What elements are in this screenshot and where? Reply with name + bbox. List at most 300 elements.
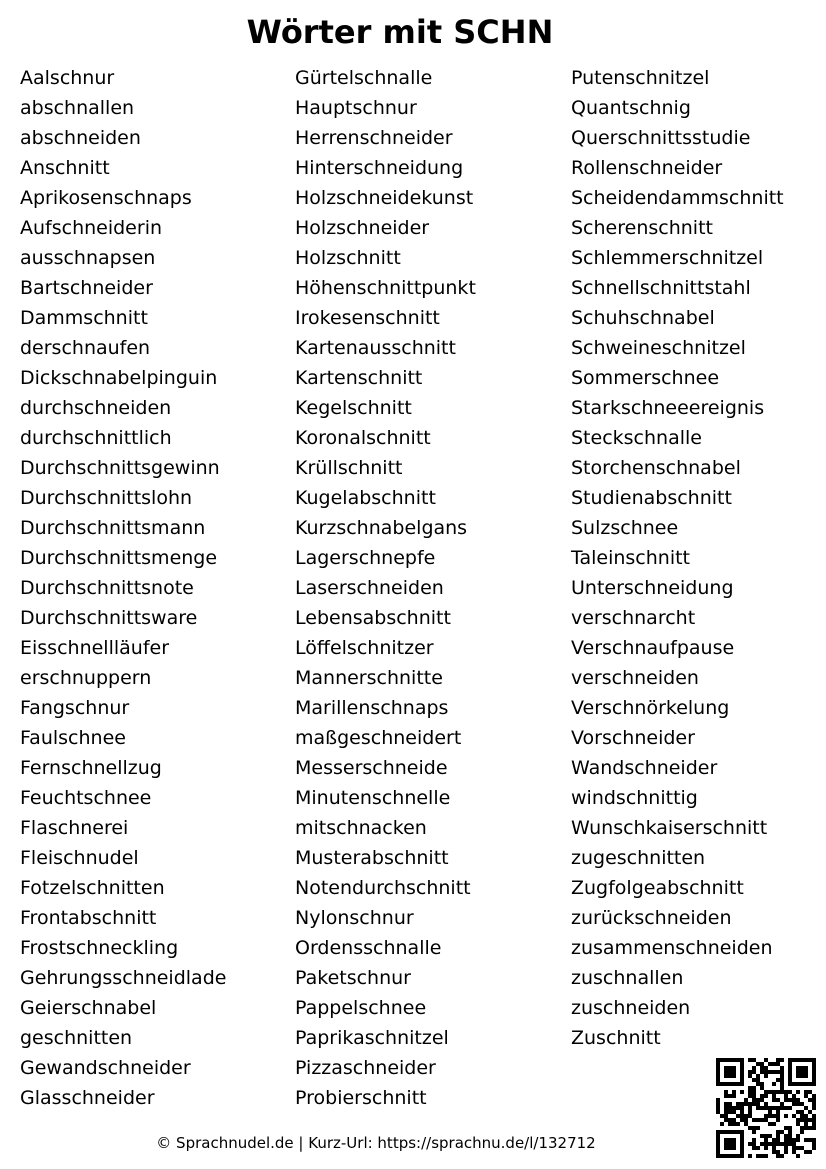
qr-module	[776, 1070, 780, 1074]
qr-module	[716, 1150, 720, 1154]
qr-module	[768, 1106, 772, 1110]
word-item: Pizzaschneider	[295, 1057, 436, 1079]
qr-module	[784, 1146, 788, 1150]
qr-module	[760, 1066, 764, 1070]
qr-module	[716, 1146, 720, 1150]
word-item: Koronalschnitt	[295, 427, 431, 449]
qr-module	[792, 1098, 796, 1102]
qr-module	[740, 1110, 744, 1114]
qr-module	[740, 1082, 744, 1086]
qr-module	[768, 1110, 772, 1114]
word-item: mitschnacken	[295, 817, 427, 839]
qr-module	[736, 1106, 740, 1110]
word-item: Zuschnitt	[571, 1027, 661, 1049]
qr-module	[716, 1078, 720, 1082]
qr-module	[756, 1106, 760, 1110]
qr-module	[728, 1102, 732, 1106]
qr-module	[788, 1142, 792, 1146]
word-item: Querschnittsstudie	[571, 127, 751, 149]
qr-code-icon	[716, 1058, 816, 1158]
qr-module	[732, 1110, 736, 1114]
qr-module	[800, 1074, 804, 1078]
qr-module	[764, 1138, 768, 1142]
qr-module	[728, 1130, 732, 1134]
qr-module	[716, 1074, 720, 1078]
qr-module	[772, 1098, 776, 1102]
word-item: Sulzschnee	[571, 517, 679, 539]
word-item: Laserschneiden	[295, 577, 444, 599]
qr-module	[716, 1154, 720, 1158]
qr-module	[768, 1062, 772, 1066]
qr-module	[812, 1078, 816, 1082]
word-item: Schnellschnittstahl	[571, 277, 751, 299]
qr-module	[740, 1146, 744, 1150]
qr-module	[804, 1118, 808, 1122]
qr-module	[804, 1138, 808, 1142]
qr-module	[724, 1138, 728, 1142]
qr-module	[716, 1098, 720, 1102]
qr-module	[772, 1150, 776, 1154]
word-item: windschnittig	[571, 787, 698, 809]
word-item: Durchschnittsmenge	[20, 547, 218, 569]
qr-module	[756, 1102, 760, 1106]
qr-module	[768, 1114, 772, 1118]
qr-module	[732, 1130, 736, 1134]
word-item: Irokesenschnitt	[295, 307, 440, 329]
qr-module	[796, 1146, 800, 1150]
qr-module	[804, 1058, 808, 1062]
qr-module	[724, 1070, 728, 1074]
qr-module	[792, 1142, 796, 1146]
qr-module	[764, 1154, 768, 1158]
qr-module	[748, 1110, 752, 1114]
word-item: Sommerschnee	[571, 367, 720, 389]
qr-module	[760, 1086, 764, 1090]
qr-module	[768, 1134, 772, 1138]
qr-module	[812, 1146, 816, 1150]
qr-module	[716, 1106, 720, 1110]
qr-module	[764, 1106, 768, 1110]
word-item: Starkschneeereignis	[571, 397, 765, 419]
word-item: Kartenausschnitt	[295, 337, 456, 359]
qr-module	[812, 1074, 816, 1078]
qr-module	[740, 1090, 744, 1094]
qr-module	[756, 1146, 760, 1150]
qr-module	[776, 1078, 780, 1082]
qr-module	[796, 1138, 800, 1142]
word-item: Fangschnur	[20, 697, 130, 719]
qr-module	[740, 1062, 744, 1066]
qr-module	[780, 1082, 784, 1086]
qr-module	[788, 1134, 792, 1138]
qr-module	[780, 1142, 784, 1146]
qr-module	[780, 1130, 784, 1134]
word-item: Wandschneider	[571, 757, 718, 779]
qr-module	[748, 1154, 752, 1158]
qr-module	[716, 1110, 720, 1114]
qr-module	[792, 1150, 796, 1154]
qr-module	[812, 1138, 816, 1142]
qr-module	[716, 1058, 720, 1062]
word-item: Verschnörkelung	[571, 697, 730, 719]
word-item: Pappelschnee	[295, 997, 427, 1019]
qr-module	[772, 1106, 776, 1110]
word-item: Kegelschnitt	[295, 397, 412, 419]
qr-module	[800, 1130, 804, 1134]
word-item: Durchschnittsware	[20, 607, 198, 629]
word-item: Durchschnittslohn	[20, 487, 193, 509]
qr-module	[804, 1126, 808, 1130]
word-item: zusammenschneiden	[571, 937, 773, 959]
word-item: Bartschneider	[20, 277, 153, 299]
qr-module	[732, 1142, 736, 1146]
qr-module	[732, 1138, 736, 1142]
qr-module	[748, 1114, 752, 1118]
qr-module	[764, 1118, 768, 1122]
qr-module	[776, 1138, 780, 1142]
qr-module	[772, 1062, 776, 1066]
qr-module	[796, 1102, 800, 1106]
word-item: Marillenschnaps	[295, 697, 449, 719]
qr-module	[744, 1098, 748, 1102]
qr-module	[760, 1106, 764, 1110]
qr-module	[780, 1078, 784, 1082]
word-item: abschneiden	[20, 127, 141, 149]
qr-module	[728, 1066, 732, 1070]
qr-module	[760, 1098, 764, 1102]
qr-module	[732, 1090, 736, 1094]
qr-module	[780, 1066, 784, 1070]
qr-module	[796, 1134, 800, 1138]
qr-module	[724, 1106, 728, 1110]
qr-module	[724, 1130, 728, 1134]
word-item: zugeschnitten	[571, 847, 706, 869]
word-item: ausschnapsen	[20, 247, 156, 269]
word-item: Faulschnee	[20, 727, 126, 749]
qr-module	[808, 1126, 812, 1130]
qr-module	[804, 1090, 808, 1094]
qr-module	[796, 1110, 800, 1114]
word-item: zurückschneiden	[571, 907, 732, 929]
qr-module	[756, 1098, 760, 1102]
qr-module	[792, 1114, 796, 1118]
qr-module	[732, 1066, 736, 1070]
word-item: Höhenschnittpunkt	[295, 277, 476, 299]
qr-module	[808, 1090, 812, 1094]
qr-module	[744, 1118, 748, 1122]
qr-module	[800, 1114, 804, 1118]
qr-module	[728, 1142, 732, 1146]
qr-module	[784, 1094, 788, 1098]
word-item: Probierschnitt	[295, 1087, 427, 1109]
word-item: verschneiden	[571, 667, 699, 689]
qr-module	[716, 1102, 720, 1106]
word-item: maßgeschneidert	[295, 727, 462, 749]
qr-module	[752, 1078, 756, 1082]
qr-module	[740, 1102, 744, 1106]
qr-module	[784, 1106, 788, 1110]
word-item: Holzschnitt	[295, 247, 401, 269]
qr-module	[800, 1146, 804, 1150]
qr-module	[784, 1114, 788, 1118]
qr-module	[724, 1058, 728, 1062]
qr-module	[808, 1118, 812, 1122]
qr-module	[732, 1118, 736, 1122]
word-item: Studienabschnitt	[571, 487, 732, 509]
word-item: Hinterschneidung	[295, 157, 464, 179]
qr-module	[752, 1146, 756, 1150]
word-item: Aprikosenschnaps	[20, 187, 192, 209]
word-item: Putenschnitzel	[571, 67, 710, 89]
qr-module	[796, 1122, 800, 1126]
qr-module	[728, 1154, 732, 1158]
qr-module	[736, 1114, 740, 1118]
qr-module	[800, 1066, 804, 1070]
qr-module	[780, 1090, 784, 1094]
word-item: Ordensschnalle	[295, 937, 442, 959]
qr-module	[776, 1058, 780, 1062]
word-item: Flaschnerei	[20, 817, 129, 839]
qr-module	[788, 1082, 792, 1086]
qr-module	[804, 1106, 808, 1110]
qr-module	[772, 1090, 776, 1094]
qr-module	[764, 1070, 768, 1074]
word-item: Minutenschnelle	[295, 787, 451, 809]
qr-module	[780, 1074, 784, 1078]
word-item: Aalschnur	[20, 67, 115, 89]
qr-module	[760, 1154, 764, 1158]
qr-module	[812, 1114, 816, 1118]
qr-module	[800, 1058, 804, 1062]
qr-module	[780, 1154, 784, 1158]
word-column-2	[295, 63, 476, 1113]
word-item: durchschnittlich	[20, 427, 172, 449]
qr-module	[740, 1118, 744, 1122]
qr-module	[788, 1090, 792, 1094]
word-item: Mannerschnitte	[295, 667, 443, 689]
qr-module	[760, 1142, 764, 1146]
qr-module	[788, 1130, 792, 1134]
qr-module	[724, 1094, 728, 1098]
word-item: Feuchtschnee	[20, 787, 152, 809]
word-item: Nylonschnur	[295, 907, 414, 929]
qr-module	[736, 1130, 740, 1134]
word-item: derschnaufen	[20, 337, 151, 359]
qr-module	[776, 1090, 780, 1094]
qr-module	[784, 1090, 788, 1094]
qr-module	[788, 1106, 792, 1110]
qr-module	[732, 1122, 736, 1126]
qr-module	[796, 1118, 800, 1122]
qr-module	[788, 1138, 792, 1142]
qr-module	[756, 1082, 760, 1086]
qr-module	[780, 1070, 784, 1074]
qr-module	[812, 1070, 816, 1074]
qr-module	[740, 1134, 744, 1138]
qr-module	[764, 1094, 768, 1098]
qr-module	[748, 1070, 752, 1074]
qr-module	[772, 1094, 776, 1098]
qr-module	[748, 1094, 752, 1098]
qr-module	[812, 1118, 816, 1122]
qr-module	[776, 1150, 780, 1154]
qr-module	[724, 1074, 728, 1078]
qr-module	[764, 1058, 768, 1062]
qr-module	[752, 1090, 756, 1094]
qr-module	[744, 1102, 748, 1106]
qr-module	[776, 1118, 780, 1122]
qr-module	[796, 1082, 800, 1086]
word-item: Kartenschnitt	[295, 367, 423, 389]
qr-module	[736, 1082, 740, 1086]
qr-module	[808, 1082, 812, 1086]
word-item: Dickschnabelpinguin	[20, 367, 218, 389]
qr-module	[732, 1058, 736, 1062]
word-item: Herrenschneider	[295, 127, 453, 149]
qr-module	[740, 1130, 744, 1134]
qr-module	[768, 1122, 772, 1126]
qr-module	[804, 1070, 808, 1074]
qr-module	[740, 1070, 744, 1074]
qr-module	[812, 1082, 816, 1086]
word-item: Schweineschnitzel	[571, 337, 746, 359]
qr-module	[788, 1062, 792, 1066]
qr-module	[760, 1082, 764, 1086]
qr-module	[764, 1142, 768, 1146]
word-item: Gewandschneider	[20, 1057, 191, 1079]
qr-module	[740, 1106, 744, 1110]
qr-module	[732, 1154, 736, 1158]
qr-module	[728, 1070, 732, 1074]
word-item: Lebensabschnitt	[295, 607, 451, 629]
qr-module	[716, 1062, 720, 1066]
qr-module	[728, 1118, 732, 1122]
qr-module	[740, 1142, 744, 1146]
qr-module	[748, 1126, 752, 1130]
qr-module	[812, 1098, 816, 1102]
word-item: durchschneiden	[20, 397, 172, 419]
qr-module	[744, 1114, 748, 1118]
qr-module	[752, 1118, 756, 1122]
qr-module	[796, 1090, 800, 1094]
qr-module	[756, 1154, 760, 1158]
word-item: zuschneiden	[571, 997, 691, 1019]
qr-module	[748, 1058, 752, 1062]
qr-module	[804, 1066, 808, 1070]
word-item: Schuhschnabel	[571, 307, 715, 329]
qr-module	[732, 1074, 736, 1078]
qr-module	[772, 1070, 776, 1074]
qr-module	[752, 1126, 756, 1130]
word-item: Aufschneiderin	[20, 217, 163, 239]
qr-module	[796, 1058, 800, 1062]
qr-module	[724, 1154, 728, 1158]
qr-module	[788, 1066, 792, 1070]
qr-module	[800, 1102, 804, 1106]
qr-module	[784, 1150, 788, 1154]
qr-module	[788, 1126, 792, 1130]
qr-module	[812, 1106, 816, 1110]
qr-module	[756, 1118, 760, 1122]
qr-module	[804, 1094, 808, 1098]
qr-module	[768, 1070, 772, 1074]
qr-module	[808, 1058, 812, 1062]
qr-module	[796, 1154, 800, 1158]
word-item: Scherenschnitt	[571, 217, 713, 239]
word-item: Notendurchschnitt	[295, 877, 471, 899]
qr-module	[776, 1154, 780, 1158]
qr-module	[728, 1110, 732, 1114]
qr-module	[772, 1146, 776, 1150]
qr-module	[788, 1070, 792, 1074]
qr-module	[728, 1094, 732, 1098]
qr-module	[720, 1130, 724, 1134]
qr-module	[772, 1142, 776, 1146]
word-item: Steckschnalle	[571, 427, 702, 449]
word-item: Vorschneider	[571, 727, 695, 749]
word-item: Taleinschnitt	[571, 547, 691, 569]
page-title: Wörter mit SCHN	[246, 13, 554, 51]
word-item: Zugfolgeabschnitt	[571, 877, 744, 899]
qr-module	[748, 1102, 752, 1106]
qr-module	[720, 1122, 724, 1126]
qr-module	[724, 1114, 728, 1118]
qr-module	[776, 1110, 780, 1114]
qr-module	[724, 1102, 728, 1106]
qr-module	[784, 1138, 788, 1142]
qr-module	[720, 1082, 724, 1086]
qr-module	[744, 1122, 748, 1126]
word-item: Frontabschnitt	[20, 907, 157, 929]
qr-module	[716, 1070, 720, 1074]
qr-module	[792, 1138, 796, 1142]
qr-module	[748, 1090, 752, 1094]
qr-module	[796, 1066, 800, 1070]
qr-module	[748, 1142, 752, 1146]
qr-module	[784, 1142, 788, 1146]
qr-module	[716, 1134, 720, 1138]
qr-module	[752, 1142, 756, 1146]
qr-module	[740, 1154, 744, 1158]
qr-module	[752, 1094, 756, 1098]
qr-module	[748, 1086, 752, 1090]
word-item: Holzschneidekunst	[295, 187, 474, 209]
qr-module	[764, 1134, 768, 1138]
qr-module	[736, 1154, 740, 1158]
word-item: Gürtelschnalle	[295, 67, 433, 89]
word-item: Paprikaschnitzel	[295, 1027, 449, 1049]
qr-module	[736, 1122, 740, 1126]
word-item: abschnallen	[20, 97, 135, 119]
word-item: Frostschneckling	[20, 937, 179, 959]
word-item: Eisschnellläufer	[20, 637, 170, 659]
qr-module	[780, 1102, 784, 1106]
qr-module	[812, 1122, 816, 1126]
word-item: Verschnaufpause	[571, 637, 735, 659]
word-item: Glasschneider	[20, 1087, 155, 1109]
qr-module	[724, 1118, 728, 1122]
word-item: Scheidendammschnitt	[571, 187, 784, 209]
qr-module	[752, 1130, 756, 1134]
qr-module	[724, 1110, 728, 1114]
qr-module	[776, 1134, 780, 1138]
qr-module	[724, 1066, 728, 1070]
qr-module	[740, 1074, 744, 1078]
qr-module	[720, 1058, 724, 1062]
qr-module	[776, 1142, 780, 1146]
word-column-1	[20, 63, 226, 1113]
qr-module	[756, 1074, 760, 1078]
